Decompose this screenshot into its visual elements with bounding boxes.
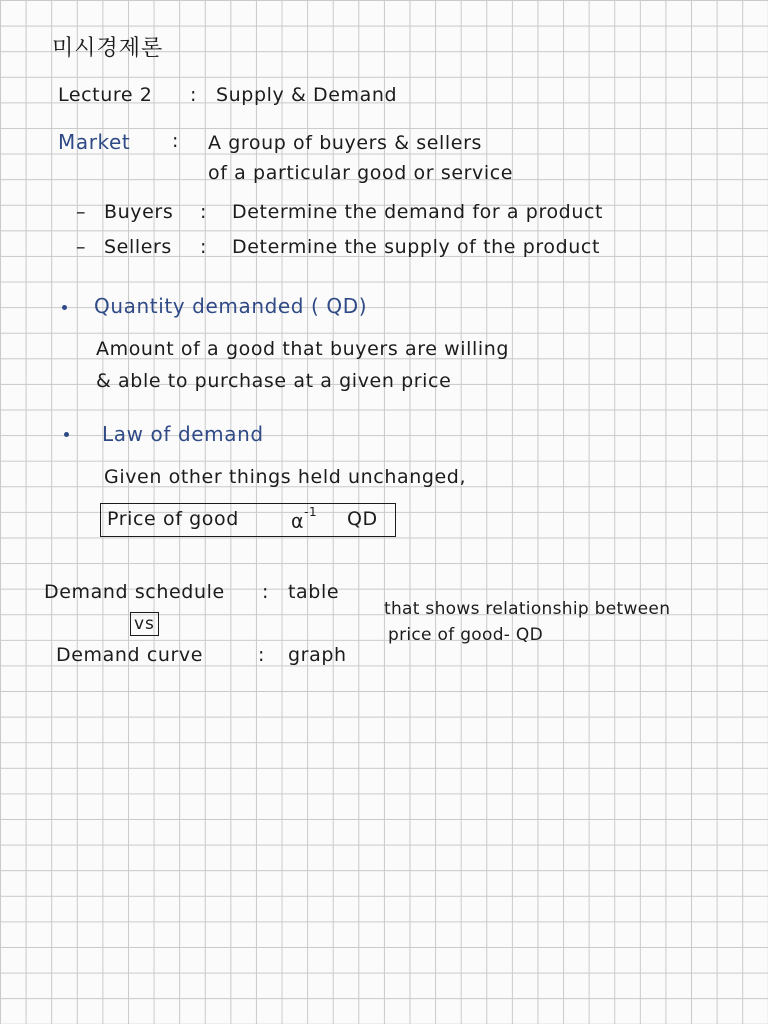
market-definition-line2: of a particular good or service (208, 162, 514, 184)
demand-schedule-colon: : (262, 581, 270, 603)
buyers-text: Determine the demand for a product (232, 201, 604, 223)
buyers-colon: : (200, 201, 208, 223)
schedule-note-line2: price of good- QD (388, 625, 543, 645)
sellers-colon: : (200, 236, 208, 258)
sellers-text: Determine the supply of the product (232, 236, 600, 258)
bullet-dot-law (64, 432, 69, 437)
market-colon: : (172, 130, 180, 152)
page-heading: 미시경제론 (52, 36, 164, 61)
lecture-subtitle: Supply & Demand (216, 84, 398, 106)
sellers-dash: – (76, 236, 87, 258)
sellers-label: Sellers (104, 236, 172, 258)
law-of-demand-term: Law of demand (102, 422, 264, 446)
lecture-colon: : (190, 84, 198, 106)
formula-left: Price of good (107, 508, 239, 530)
quantity-demanded-line1: Amount of a good that buyers are willing (96, 338, 510, 360)
quantity-demanded-term: Quantity demanded ( QD) (94, 294, 368, 318)
demand-curve-value: graph (288, 644, 347, 666)
law-of-demand-condition: Given other things held unchanged, (104, 466, 467, 488)
formula-alpha: α (291, 510, 305, 533)
vs-box: vs (130, 612, 159, 636)
demand-curve-label: Demand curve (56, 644, 204, 666)
market-definition-line1: A group of buyers & sellers (208, 132, 482, 154)
buyers-label: Buyers (104, 201, 174, 223)
lecture-title: Lecture 2 (58, 84, 153, 106)
demand-schedule-value: table (288, 581, 340, 603)
quantity-demanded-line2: & able to purchase at a given price (96, 370, 452, 392)
formula-exponent: -1 (304, 505, 318, 519)
formula-symbol (291, 505, 318, 533)
market-term: Market (58, 130, 131, 154)
formula-right: QD (347, 508, 378, 530)
demand-curve-colon: : (258, 644, 266, 666)
schedule-note-line1: that shows relationship between (384, 599, 671, 619)
law-of-demand-formula-box (100, 503, 396, 537)
buyers-dash: – (76, 201, 87, 223)
bullet-dot-quantity (62, 305, 67, 310)
demand-schedule-label: Demand schedule (44, 581, 225, 603)
